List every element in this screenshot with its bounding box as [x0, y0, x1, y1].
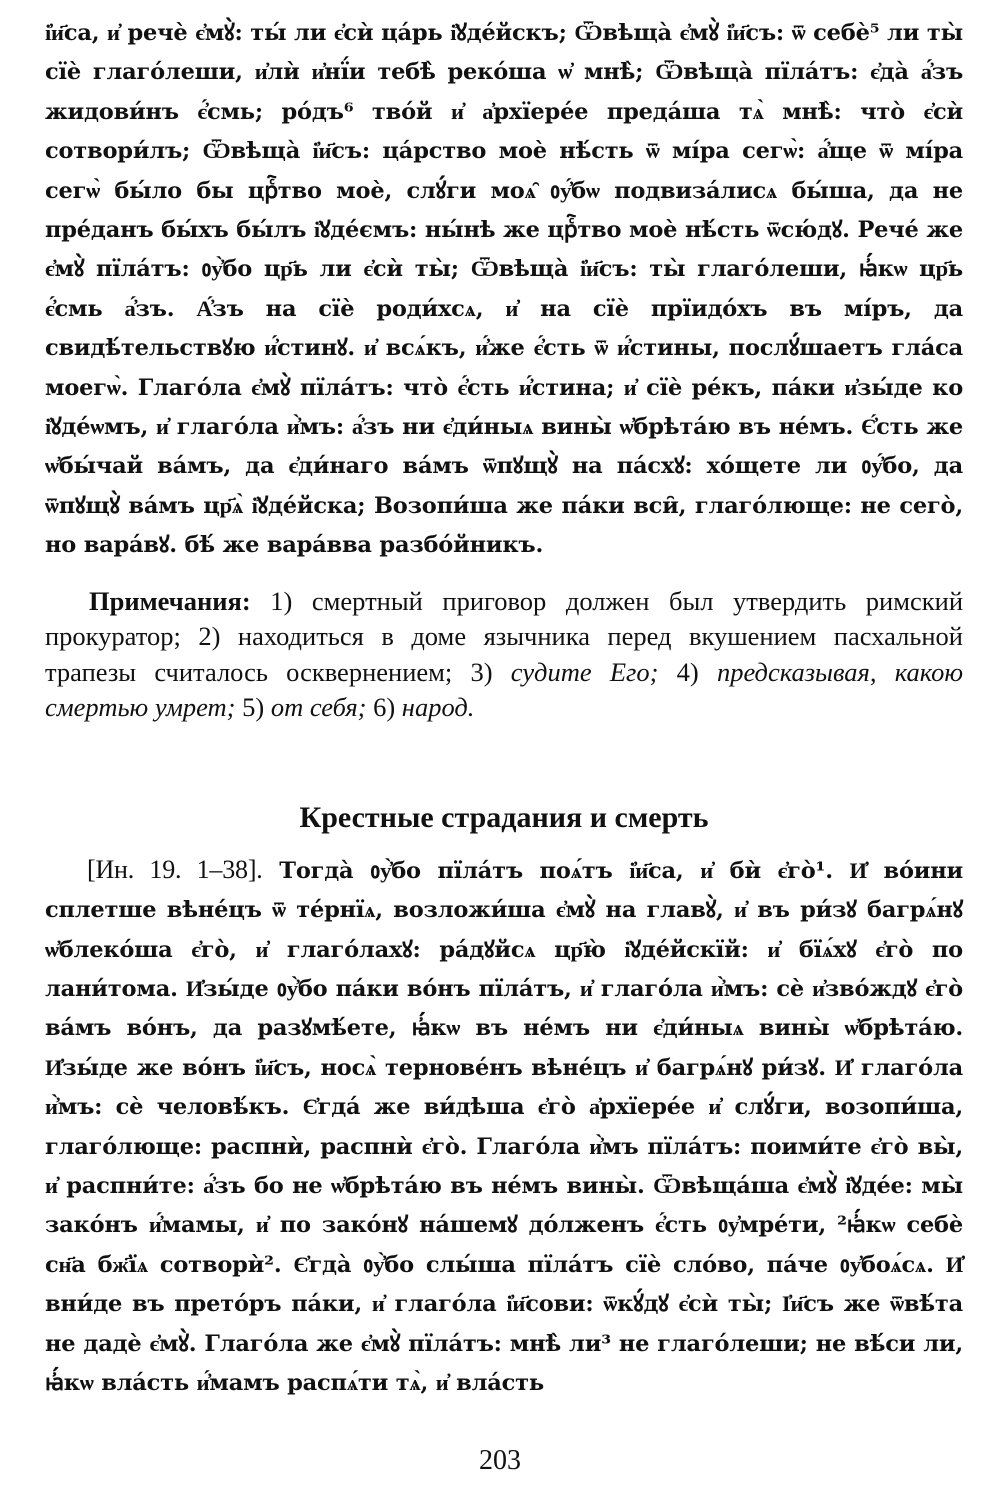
note-3: судите Его; — [510, 656, 659, 687]
section-heading: Крестные страдания и смерть — [299, 800, 709, 834]
slavonic-passage-top: і҆и҃са, и҆ речѐ є҆мꙋ̀: ты́ ли є҆сѝ ца́рь і҆ꙋде́йскъ; Ѿвѣща̀ є҆мꙋ̀ і҆и҃съ: ѿ себѐ⁵ ли ты̀ сїѐ глаго́леши, и҆лѝ и҆нї́и тебѣ̀ реко́ша ѡ҆ мнѣ̀; Ѿвѣща̀ пїла́тъ: є҆да̀ а҆́зъ жидови́нъ є҆́смь; ро́дъ⁶ тво́й и҆ а҆рхїере́е преда́ша тѧ̀ мнѣ̀: что̀ є҆сѝ сотвори́лъ; Ѿвѣща̀ і҆и҃съ: ца́рство моѐ нѣ́сть ѿ мі́ра сегѡ̀: а҆́ще ѿ мі́ра сегѡ̀ бы́ло бы црⷭ҇тво моѐ, слꙋ́ги моѧ̑ ᲂу҆́бѡ подвиза́лисѧ бы́ша, да не пре́данъ бы́хъ бы́лъ і҆ꙋде́ємъ: ны́нѣ же црⷭ҇тво моѐ нѣ́сть ѿсю́дꙋ. Рече́ же є҆мꙋ̀ пїла́тъ: ᲂу҆̀бо цр҃ь ли є҆сѝ ты̀; Ѿвѣща̀ і҆и҃съ: ты̀ глаго́леши, ꙗ҆́кѡ цр҃ь є҆́смь а҆́зъ. А҆́зъ на сїѐ роди́хсѧ, и҆ на сїѐ прїидо́хъ въ мі́ръ, да свидѣ́тельствꙋю и҆́стинꙋ. и҆ всѧ́къ, и҆́же є҆́сть ѿ и҆́стины, послꙋ́шаетъ гла́са моегѡ̀. Глаго́ла є҆мꙋ̀ пїла́тъ: что̀ є҆́сть и҆́стина; и҆ сїѐ ре́къ, па́ки и҆зы́де ко і҆ꙋде́ѡмъ, и҆ глаго́ла и҆̀мъ: а҆́зъ ни є҆ди́ныѧ вины̀ ѡ҆брѣта́ю въ не́мъ. Є҆́сть же ѡ҆бы́чай ва́мъ, да є҆ди́наго ва́мъ ѿпꙋщꙋ̀ на па́схꙋ: хо́щете ли ᲂу҆́бо, да ѿпꙋщꙋ̀ ва́мъ цр҃ѧ̀ і҆ꙋде́йска; Возопи́ша же па́ки вси̑, глаго́люще: не сего̀, но вара́вꙋ. бѣ́ же вара́вва разбо́йникъ. — [45, 20, 963, 559]
note-1-2: 1) смертный приговор должен был утвердить римский прокуратор; 2) находиться в доме язычника перед вкушением пасхальной трапезы считалось осквернением; 3) — [45, 585, 963, 687]
scripture-reference: [Ин. 19. 1–38]. — [87, 854, 263, 884]
slavonic-passage-bottom — [45, 850, 963, 1404]
notes-label: Примечания: — [89, 585, 251, 616]
page-body — [45, 14, 963, 1403]
note-5-number: 5) — [235, 692, 271, 723]
note-4-number: 4) — [658, 656, 717, 687]
note-5: от себя; — [270, 692, 367, 723]
note-6-number: 6) — [366, 692, 402, 723]
note-4: предсказывая, какою смертью умрет; — [45, 656, 964, 723]
slavonic-passage-bottom-text: Тогда̀ ᲂу҆̀бо пїла́тъ поѧ́тъ і҆и҃са, и҆ бѝ є҆го̀¹. И҆ во́ини сплетше вѣне́цъ ѿ те́рнїѧ, возложи́ша є҆мꙋ̀ на главꙋ̀, и҆ въ ри́зꙋ багрѧ́нꙋ ѡ҆блеко́ша є҆го̀, и҆ глаго́лахꙋ: ра́дꙋйсѧ цр҃ю̀ і҆ꙋде́йскїй: и҆ бїѧ́хꙋ є҆го̀ по лани́тома. И҆зы́де ᲂу҆̀бо па́ки во́нъ пїла́тъ, и҆ глаго́ла и҆̀мъ: сѐ и҆зво́ждꙋ є҆го̀ ва́мъ во́нъ, да разꙋмѣ́ете, ꙗ҆́кѡ въ не́мъ ни є҆ди́ныѧ вины̀ ѡ҆брѣта́ю. И҆зы́де же во́нъ і҆и҃съ, носѧ̀ тернове́нъ вѣне́цъ и҆ багрѧ́нꙋ ри́зꙋ. И҆ глаго́ла и҆̀мъ: сѐ человѣ́къ. Є҆гда́ же ви́дѣша є҆го̀ а҆рхїере́е и҆ слꙋ́ги, возопи́ша, глаго́люще: распнѝ, распнѝ є҆го̀. Глаго́ла и҆̀мъ пїла́тъ: поими́те є҆го̀ вы̀, и҆ распни́те: а҆́зъ бо не ѡ҆брѣта́ю въ не́мъ вины̀. Ѿвѣща́ша є҆мꙋ̀ і҆ꙋде́е: мы̀ зако́нъ и҆́мамы, и҆ по зако́нꙋ на́шемꙋ до́лженъ є҆́сть ᲂу҆мре́ти, ²ꙗ҆́кѡ себѐ сн҃а бж҃їѧ сотворѝ². Є҆гда̀ ᲂу҆̀бо слы́ша пїла́тъ сїѐ сло́во, па́че ᲂу҆боѧ́сѧ. И҆ вни́де въ прето́ръ па́ки, и҆ глаго́ла і҆и҃сови: ѿкꙋ́дꙋ є҆сѝ ты̀; І҆и҃съ же ѿвѣ́та не дадѐ є҆мꙋ̀. Глаго́ла же є҆мꙋ̀ пїла́тъ: мнѣ̀ ли³ не глаго́леши; не вѣ́си ли, ꙗ҆́кѡ вла́сть и҆́мамъ распѧ́ти тѧ̀, и҆ вла́сть — [45, 857, 963, 1396]
page-number: 203 — [479, 1445, 521, 1476]
notes-paragraph — [45, 584, 963, 726]
note-6: народ. — [401, 692, 475, 723]
